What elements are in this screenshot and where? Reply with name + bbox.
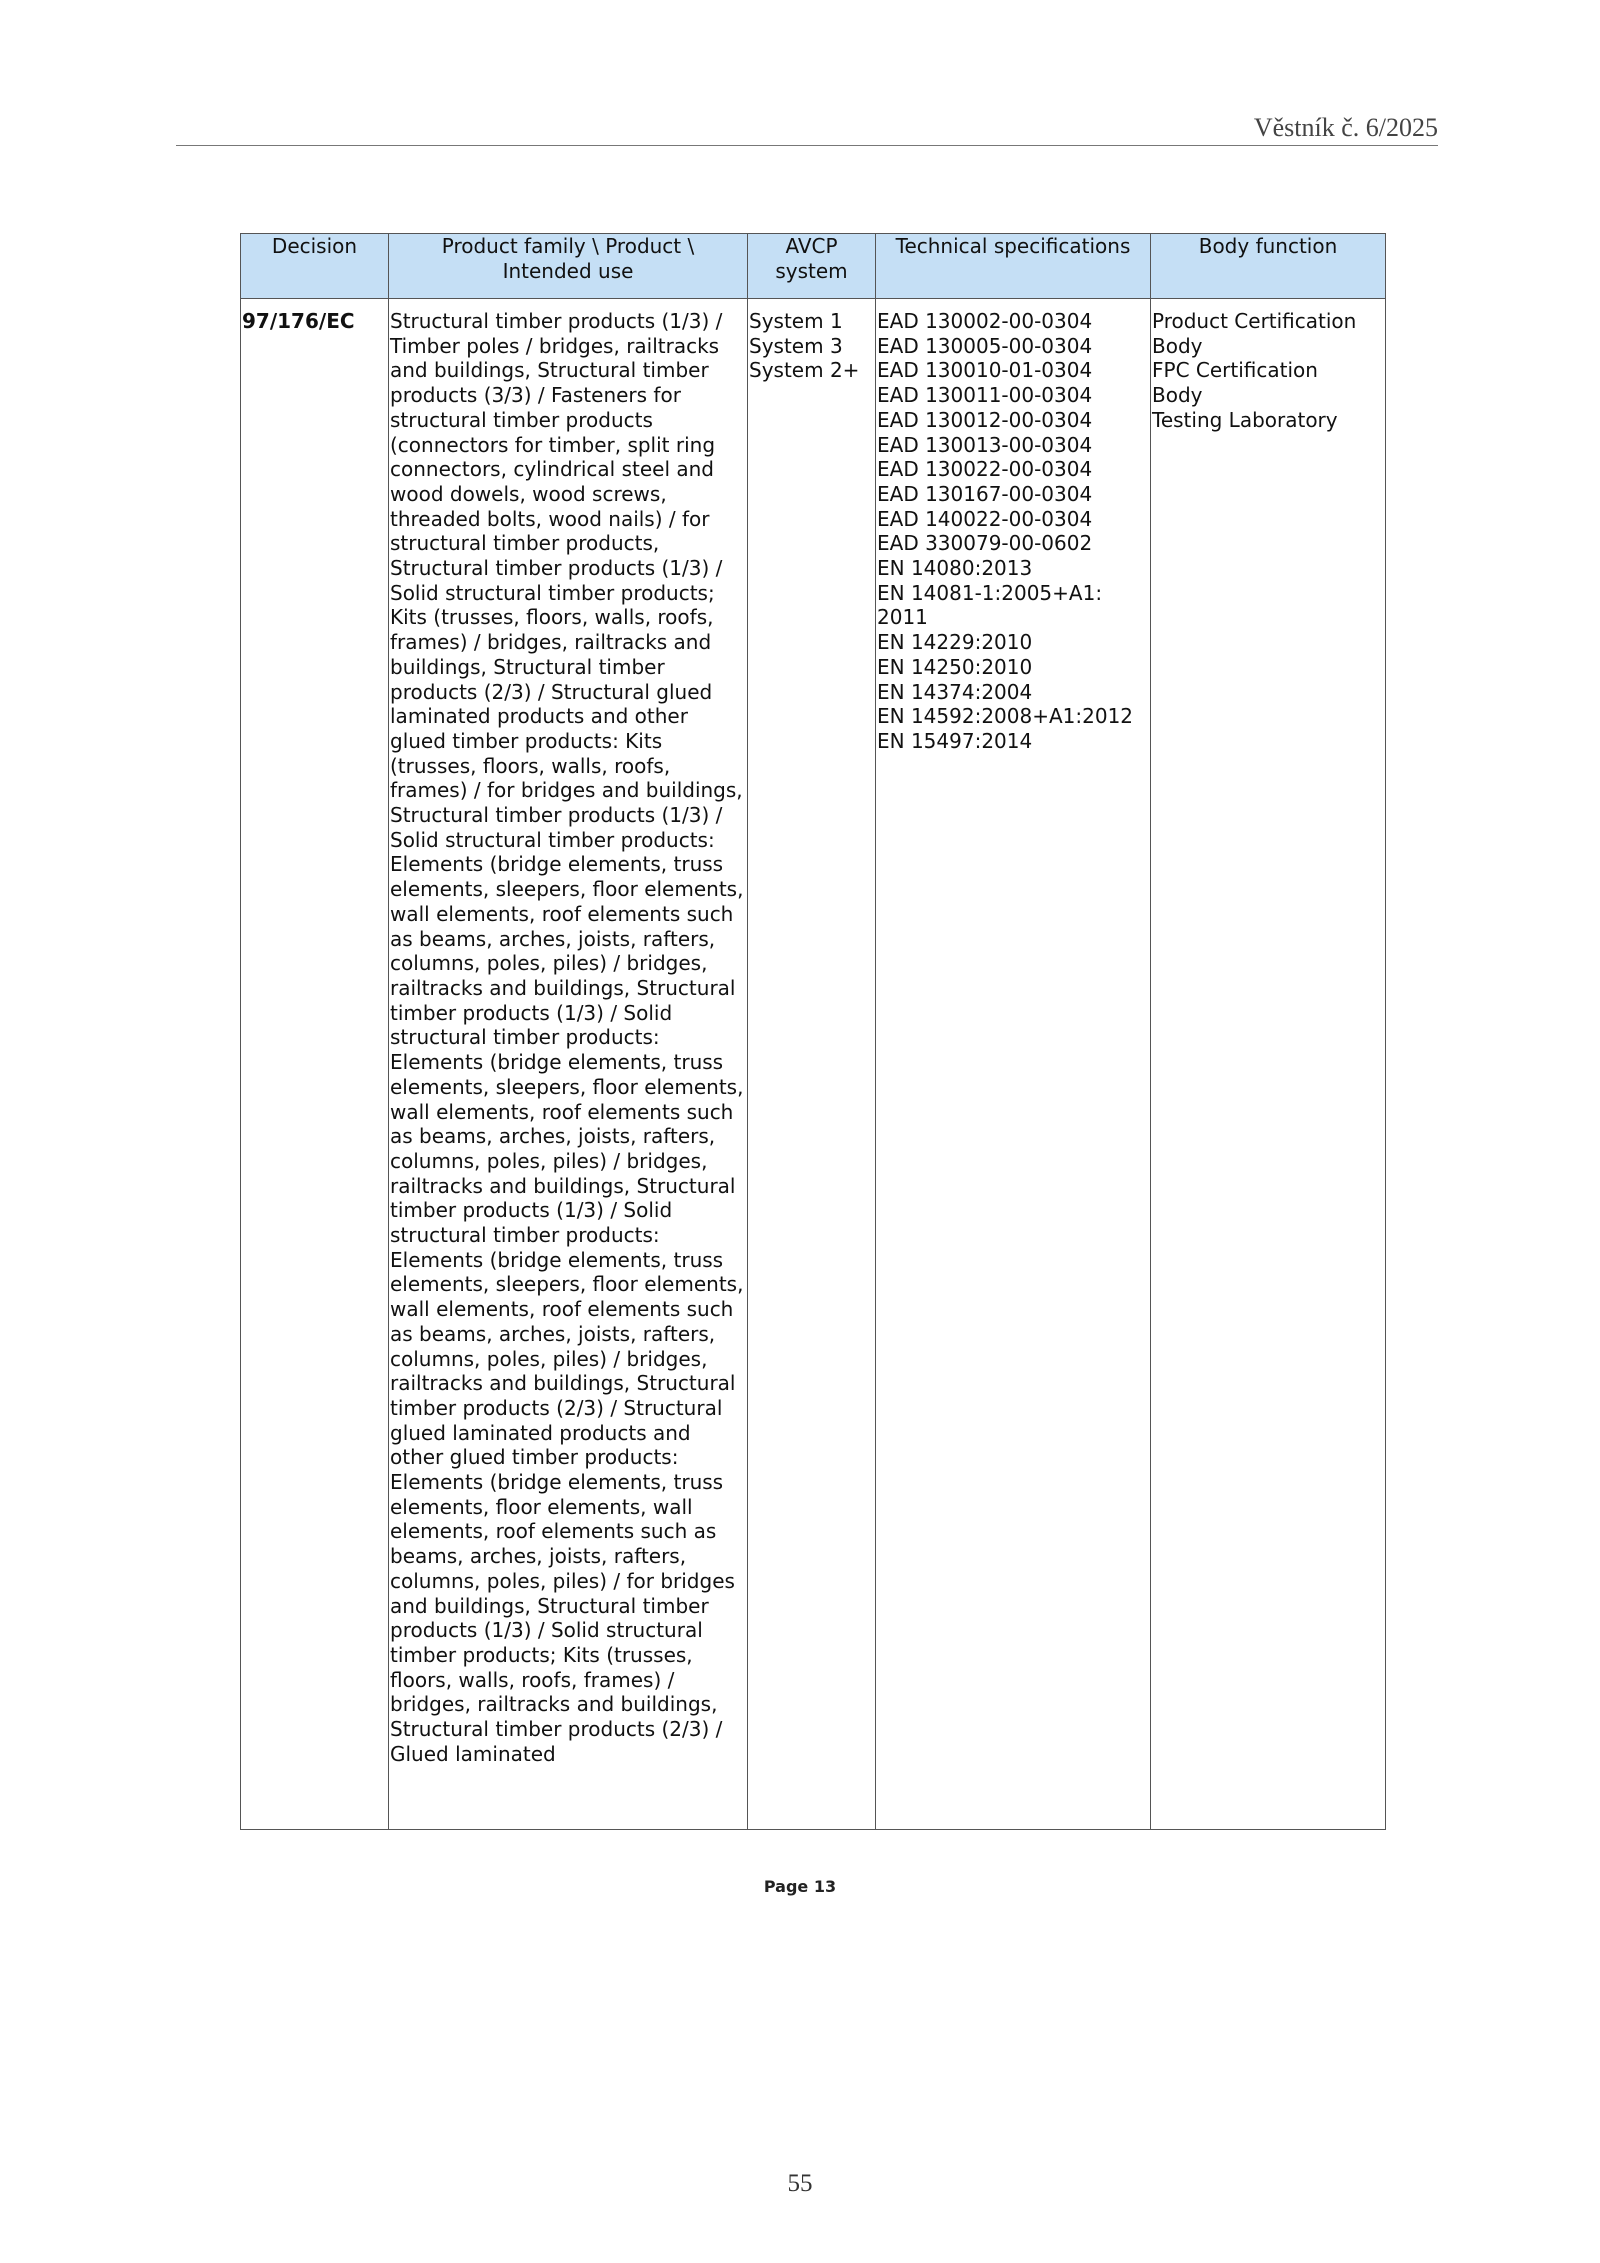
- spacer-cell: [389, 299, 748, 310]
- product-text: Structural timber products (1/3) / Timber poles / bridges, railtracks and buildings, Structural timber products (3/3) / Fasteners for structural timber products (connectors for timber, split ring connectors, cylindrical steel and wood dowels, wood screws, threaded bolts, wood nails) / for structural timber products, Structural timber products (1/3) / Solid structural timber products; Kits (trusses, floors, walls, roofs, frames) / bridges, railtracks and buildings, Structural timber products (2/3) / Structural glued laminated products and other glued timber products: Kits (trusses, floors, walls, roofs, frames) / for bridges and buildings, Structural timber products (1/3) / Solid structural timber products: Elements (bridge elements, truss elements, sleepers, floor elements, wall elements, roof elements such as beams, arches, joists, rafters, columns, poles, piles) / bridges, railtracks and buildings, Structural timber products (1/3) / Solid structural timber products: Elements (bridge elements, truss elements, sleepers, floor elements, wall elements, roof elements such as beams, arches, joists, rafters, columns, poles, piles) / bridges, railtracks and buildings, Structural timber products (1/3) / Solid structural timber products: Elements (bridge elements, truss elements, sleepers, floor elements, wall elements, roof elements such as beams, arches, joists, rafters, columns, poles, piles) / bridges, railtracks and buildings, Structural timber products (2/3) / Structural glued laminated products and other glued timber products: Elements (bridge elements, truss elements, floor elements, wall elements, roof elements such as beams, arches, joists, rafters, columns, poles, piles) / for bridges and buildings, Structural timber products (1/3) / Solid structural timber products; Kits (trusses, floors, walls, roofs, frames) / bridges, railtracks and buildings, Structural timber products (2/3) / Glued laminated: [390, 309, 744, 1766]
- technical-specification-item: EAD 130011-00-0304: [877, 383, 1093, 408]
- running-header-title: Věstník č. 6/2025: [1253, 113, 1438, 142]
- avcp-system-item: System 1: [749, 309, 843, 333]
- technical-specifications-cell: [876, 309, 1151, 1830]
- technical-specification-item: EN 14374:2004: [877, 679, 1033, 704]
- column-header-body-function: Body function: [1151, 234, 1386, 299]
- technical-specification-item: EAD 130010-01-0304: [877, 358, 1093, 383]
- spacer-cell: [876, 299, 1151, 310]
- body-function-cell: [1151, 309, 1386, 1830]
- product-cell: [389, 309, 748, 1830]
- technical-specification-item: EAD 130022-00-0304: [877, 457, 1093, 482]
- table-spacer-row: [241, 299, 1386, 310]
- technical-specification-item: EN 14229:2010: [877, 630, 1033, 655]
- technical-specification-item: EAD 130002-00-0304: [877, 309, 1093, 333]
- body-function-item: FPC Certification: [1152, 358, 1318, 383]
- technical-specification-item: 2011: [877, 605, 928, 630]
- technical-specification-item: EAD 130013-00-0304: [877, 432, 1093, 457]
- column-header-technical-specifications: Technical specifications: [876, 234, 1151, 299]
- avcp-system-item: System 3: [749, 333, 843, 358]
- technical-specification-item: EN 14080:2013: [877, 556, 1033, 581]
- column-header-decision: Decision: [241, 234, 389, 299]
- technical-specification-item: EN 14592:2008+A1:2012: [877, 704, 1134, 729]
- avcp-system-item: System 2+: [749, 358, 860, 383]
- table-header-row: [241, 234, 1386, 299]
- body-function-item: Testing Laboratory: [1152, 407, 1338, 432]
- column-header-product: [389, 234, 748, 299]
- technical-specification-item: EAD 330079-00-0602: [877, 531, 1093, 556]
- technical-specification-item: EAD 140022-00-0304: [877, 506, 1093, 531]
- technical-specification-item: EN 15497:2014: [877, 728, 1033, 753]
- column-header-avcp-label: AVCP system: [775, 234, 848, 283]
- technical-specification-item: EN 14081-1:2005+A1:: [877, 580, 1103, 605]
- table-row: [241, 309, 1386, 1830]
- body-function-item: Body: [1152, 383, 1203, 408]
- decision-table: [240, 233, 1386, 1830]
- decision-cell: 97/176/EC: [241, 309, 389, 1830]
- spacer-cell: [1151, 299, 1386, 310]
- spacer-cell: [748, 299, 876, 310]
- body-function-item: Body: [1152, 333, 1203, 358]
- avcp-cell: [748, 309, 876, 1830]
- header-rule: [176, 145, 1438, 146]
- technical-specification-item: EAD 130005-00-0304: [877, 333, 1093, 358]
- technical-specification-item: EN 14250:2010: [877, 654, 1033, 679]
- table-page-label: Page 13: [763, 1877, 837, 1896]
- technical-specifications-list: [877, 309, 1149, 754]
- column-header-product-label: Product family \ Product \ Intended use: [441, 234, 695, 283]
- technical-specification-item: EAD 130012-00-0304: [877, 407, 1093, 432]
- avcp-list: [749, 309, 874, 383]
- page-number: 55: [787, 2170, 813, 2197]
- column-header-avcp: [748, 234, 876, 299]
- technical-specification-item: EAD 130167-00-0304: [877, 481, 1093, 506]
- body-function-item: Product Certification: [1152, 309, 1357, 333]
- body-function-list: [1152, 309, 1384, 433]
- spacer-cell: [241, 299, 389, 310]
